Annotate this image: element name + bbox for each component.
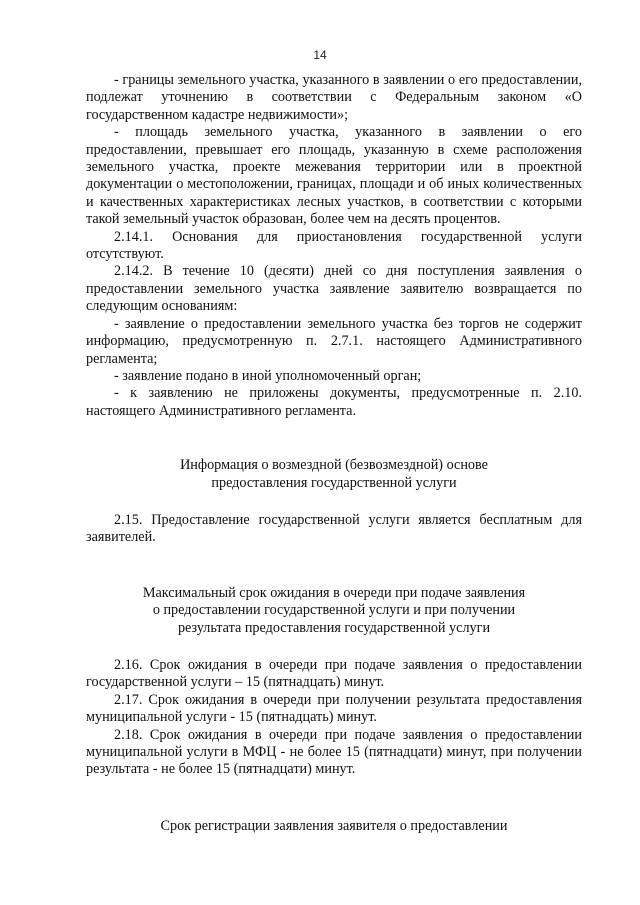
- paragraph-no-information: - заявление о предоставлении земельного участка без торгов не содержит информацию, предусмотренную п. 2.7.1. настоящего Административного регламента;: [86, 315, 582, 367]
- heading-line: Максимальный срок ожидания в очереди при подаче заявления: [142, 584, 526, 601]
- heading-line: Информация о возмездной (безвозмездной) основе: [180, 457, 488, 474]
- paragraph-2-14-2: 2.14.2. В течение 10 (десяти) дней со дня поступления заявления о предоставлении земельного участка заявление заявителю возвращается по следующим основаниям:: [86, 263, 582, 315]
- paragraph-no-documents: - к заявлению не приложены документы, предусмотренные п. 2.10. настоящего Административного регламента.: [86, 385, 582, 419]
- paragraph-other-authority: - заявление подано в иной уполномоченный орган;: [114, 367, 422, 384]
- heading-line: о предоставлении государственной услуги и при получении: [152, 602, 516, 619]
- heading-line: результата предоставления государственной услуги: [177, 619, 491, 636]
- paragraph-2-16: 2.16. Срок ожидания в очереди при подаче заявления о предоставлении государственной услуги – 15 (пятнадцать) минут.: [86, 656, 582, 691]
- paragraph-area-exceeds: - площадь земельного участка, указанного в заявлении о его предоставлении, превышает его площадь, указанную в схеме расположения земельного участка, проекте межевания территории или в проектной документации о местоположении, границах, площади и об иных количественных и качественных характеристиках лесных участков, в соответствии с которыми такой земельный участок образован, более чем на десять процентов.: [86, 124, 582, 228]
- section-heading-registration-time: [86, 818, 582, 835]
- page-number: 14: [313, 48, 327, 62]
- paragraph-2-15: 2.15. Предоставление государственной услуги является бесплатным для заявителей.: [86, 511, 582, 546]
- paragraph-2-18: 2.18. Срок ожидания в очереди при подаче заявления о предоставлении муниципальной услуги в МФЦ - не более 15 (пятнадцати) минут, при получении результата - не более 15 (пятнадцати) минут.: [86, 726, 582, 778]
- heading-line: предоставления государственной услуги: [211, 474, 457, 491]
- page-content: [86, 72, 582, 835]
- section-heading-queue-time: [86, 585, 582, 637]
- heading-line: Срок регистрации заявления заявителя о предоставлении: [160, 817, 508, 834]
- paragraph-boundaries-clarification: - границы земельного участка, указанного в заявлении о его предоставлении, подлежат уточнению в соответствии с Федеральным законом «О государственном кадастре недвижимости»;: [86, 72, 582, 123]
- section-heading-payment-basis: [86, 457, 582, 492]
- paragraph-2-17: 2.17. Срок ожидания в очереди при получении результата предоставления муниципальной услуги - 15 (пятнадцать) минут.: [86, 691, 582, 726]
- paragraph-2-14-1: 2.14.1. Основания для приостановления государственной услуги отсутствуют.: [86, 228, 582, 263]
